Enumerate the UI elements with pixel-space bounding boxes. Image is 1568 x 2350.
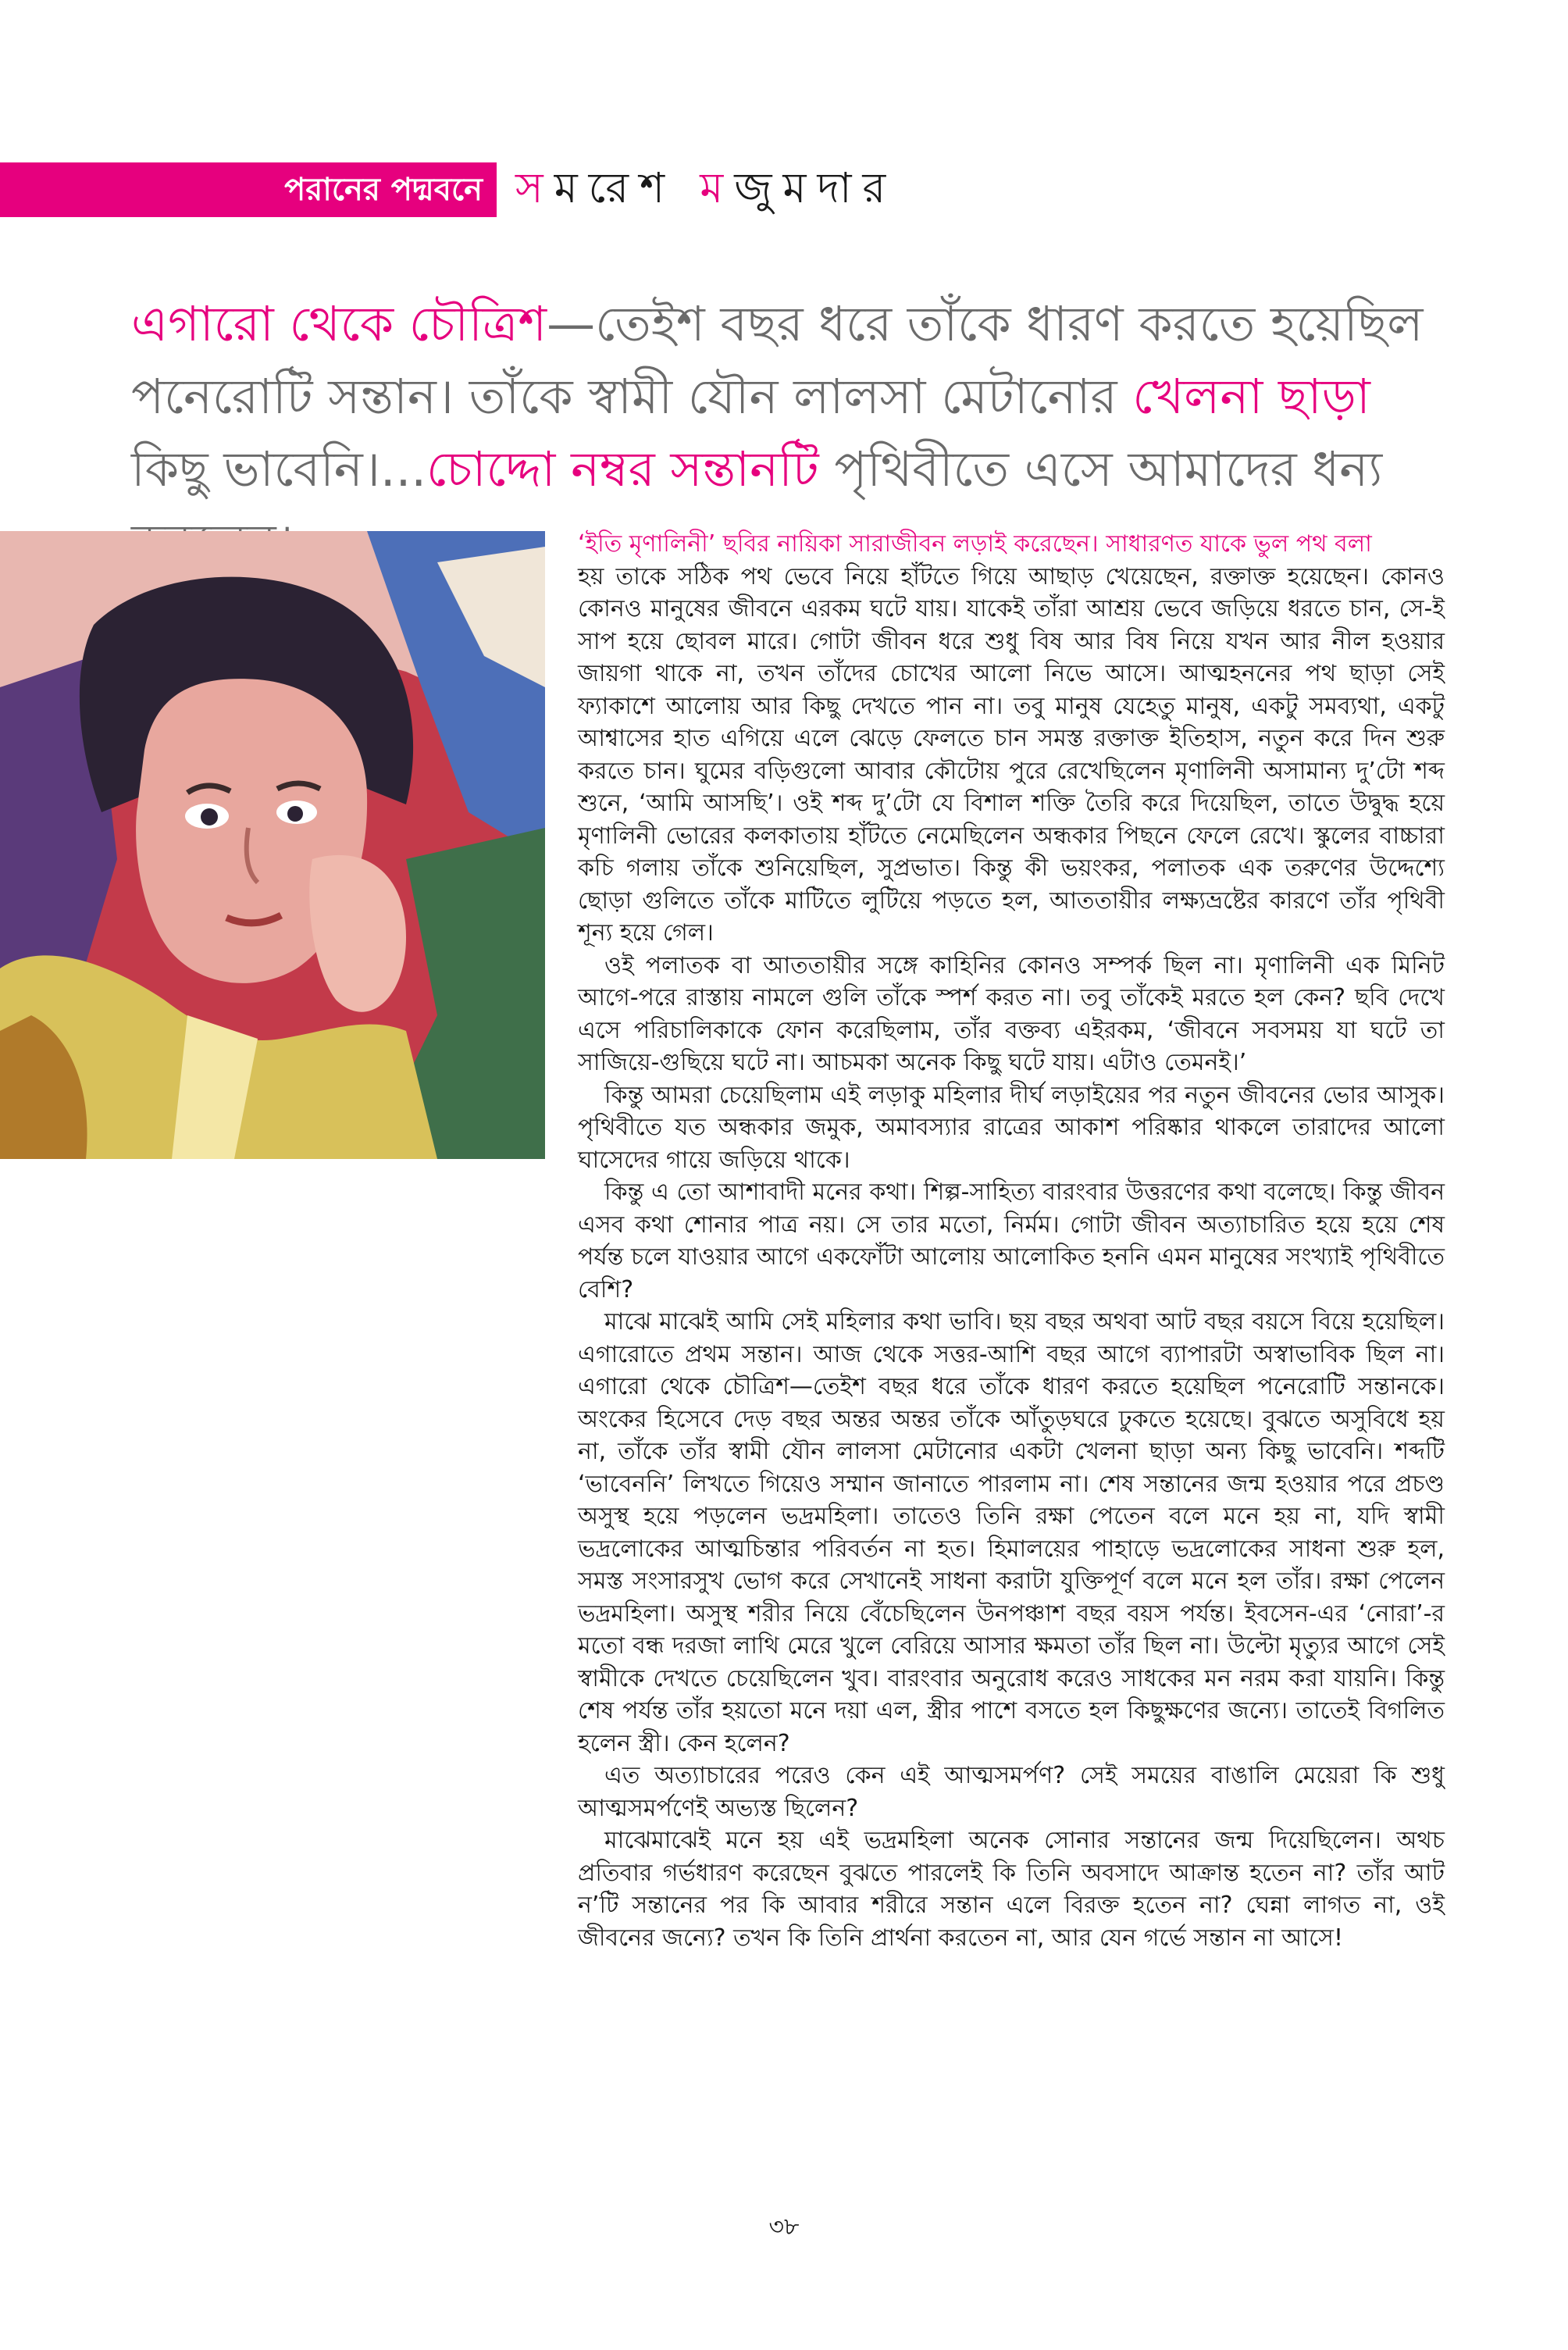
author-initial-first: স (515, 163, 554, 212)
article-body (578, 528, 1445, 1954)
pull-quote-text-2: কিছু ভাবেনি।... (131, 440, 427, 497)
pull-quote-highlight-3: চোদ্দো নম্বর সন্তানটি (426, 440, 819, 497)
author-initial-last: ম (700, 163, 735, 212)
article-paragraph-5: মাঝে মাঝেই আমি সেই মহিলার কথা ভাবি। ছয় বছর অথবা আট বছর বয়সে বিয়ে হয়েছিল। এগারোতে প্রথম সন্তান। আজ থেকে সত্তর-আশি বছর আগে ব্যাপারটা অস্বাভাবিক ছিল না। এগারো থেকে চৌত্রিশ—তেইশ বছর ধরে তাঁকে ধারণ করতে হয়েছিল পনেরোটি সন্তানকে। অংকের হিসেবে দেড় বছর অন্তর অন্তর তাঁকে আঁতুড়ঘরে ঢুকতে হয়েছে। বুঝতে অসুবিধে হয় না, তাঁকে তাঁর স্বামী যৌন লালসা মেটানোর একটা খেলনা ছাড়া অন্য কিছু ভাবেনি। শব্দটি ‘ভাবেননি’ লিখতে গিয়েও সম্মান জানাতে পারলাম না। শেষ সন্তানের জন্ম হওয়ার পরে প্রচণ্ড অসুস্থ হয়ে পড়লেন ভদ্রমহিলা। তাতেও তিনি রক্ষা পেতেন বলে মনে হয় না, যদি স্বামী ভদ্রলোকের আত্মচিন্তার পরিবর্তন না হত। হিমালয়ের পাহাড়ে ভদ্রলোকের সাধনা শুরু হল, সমস্ত সংসারসুখ ভোগ করে সেখানেই সাধনা করাটা যুক্তিপূর্ণ বলে মনে হল তাঁর। রক্ষা পেলেন ভদ্রমহিলা। অসুস্থ শরীর নিয়ে বেঁচেছিলেন উনপঞ্চাশ বছর বয়স পর্যন্ত। ইবসেন-এর ‘নোরা’-র মতো বন্ধ দরজা লাথি মেরে খুলে বেরিয়ে আসার ক্ষমতা তাঁর ছিল না। উল্টো মৃত্যুর আগে সেই স্বামীকে দেখতে চেয়েছিলেন খুব। বারংবার অনুরোধ করেও সাধকের মন নরম করা যায়নি। কিন্তু শেষ পর্যন্ত তাঁর হয়তো মনে দয়া এল, স্ত্রীর পাশে বসতে হল কিছুক্ষণের জন্যে। তাতেই বিগলিত হলেন স্ত্রী। কেন হলেন? (578, 1308, 1445, 1757)
section-header-band (0, 162, 497, 217)
article-paragraph-7: মাঝেমাঝেই মনে হয় এই ভদ্রমহিলা অনেক সোনার সন্তানের জন্ম দিয়েছিলেন। অথচ প্রতিবার গর্ভধারণ করেছেন বুঝতে পারলেই কি তিনি অবসাদে আক্রান্ত হতেন না? তাঁর আট ন’টি সন্তানের পর কি আবার শরীরে সন্তান এলে বিরক্ত হতেন না? ঘেন্না লাগত না, ওই জীবনের জন্যে? তখন কি তিনি প্রার্থনা করতেন না, আর যেন গর্ভে সন্তান না আসে! (578, 1827, 1445, 1952)
painting-girl-icon (0, 531, 545, 1159)
article-paragraph-6: এত অত্যাচারের পরেও কেন এই আত্মসমর্পণ? সেই সময়ের বাঙালি মেয়েরা কি শুধু আত্মসমর্পণেই অভ্যস্ত ছিলেন? (578, 1762, 1445, 1822)
pull-quote-highlight-2: খেলনা ছাড়া (1132, 368, 1370, 425)
author-first-rest: মরেশ (554, 163, 676, 212)
pull-quote-highlight-1: এগারো থেকে চৌত্রিশ (131, 295, 547, 352)
author-last-rest: জুমদার (734, 163, 897, 212)
pull-quote-text-3: পৃথিবীতে এসে আমাদের ধন্য (834, 440, 1383, 497)
article-paragraph-2: ওই পলাতক বা আততায়ীর সঙ্গে কাহিনির কোনও সম্পর্ক ছিল না। মৃণালিনী এক মিনিট আগে-পরে রাস্তায় নামলে গুলি তাঁকে স্পর্শ করত না। তবু তাঁকেই মরতে হল কেন? ছবি দেখে এসে পরিচালিকাকে ফোন করেছিলাম, তাঁর বক্তব্য এইরকম, ‘জীবনে সবসময় যা ঘটে তা সাজিয়ে-গুছিয়ে ঘটে না। আচমকা অনেক কিছু ঘটে যায়। এটাও তেমনই।’ (578, 951, 1445, 1076)
article-paragraph-4: কিন্তু এ তো আশাবাদী মনের কথা। শিল্প-সাহিত্য বারংবার উত্তরণের কথা বলেছে। কিন্তু জীবন এসব কথা শোনার পাত্র নয়। সে তার মতো, নির্মম। গোটা জীবন অত্যাচারিত হয়ে হয়ে শেষ পর্যন্ত চলে যাওয়ার আগে একফোঁটা আলোয় আলোকিত হননি এমন মানুষের সংখ্যাই পৃথিবীতে বেশি? (578, 1179, 1445, 1303)
author-name (515, 159, 896, 217)
pull-quote-text-1: —তেইশ বছর ধরে তাঁকে ধারণ করতে হয়েছিল পনেরোটি সন্তান। তাঁকে স্বামী যৌন লালসা মেটানোর (131, 295, 1424, 425)
article-lead: ‘ইতি মৃণালিনী’ ছবির নায়িকা সারাজীবন লড়াই করেছেন। সাধারণত যাকে ভুল পথ বলা (578, 530, 1372, 558)
page-number: ৩৮ (768, 2213, 800, 2241)
article-paragraph-3: কিন্তু আমরা চেয়েছিলাম এই লড়াকু মহিলার দীর্ঘ লড়াইয়ের পর নতুন জীবনের ভোর আসুক। পৃথিবীতে যত অন্ধকার জমুক, অমাবস্যার রাত্রের আকাশ পরিষ্কার থাকলে তারাদের আলো ঘাসেদের গায়ে জড়িয়ে থাকে। (578, 1081, 1445, 1174)
article-paragraph-1: হয় তাকে সঠিক পথ ভেবে নিয়ে হাঁটতে গিয়ে আছাড় খেয়েছেন, রক্তাক্ত হয়েছেন। কোনও কোনও মানুষের জীবনে এরকম ঘটে যায়। যাকেই তাঁরা আশ্রয় ভেবে জড়িয়ে ধরতে চান, সে-ই সাপ হয়ে ছোবল মারে। গোটা জীবন ধরে শুধু বিষ আর বিষ নিয়ে যখন আর নীল হওয়ার জায়গা থাকে না, তখন তাঁদের চোখের আলো নিভে আসে। আত্মহননের পথ ছাড়া সেই ফ্যাকাশে আলোয় আর কিছু দেখতে পান না। তবু মানুষ যেহেতু মানুষ, একটু সমব্যথা, একটু আশ্বাসের হাত এগিয়ে এলে ঝেড়ে ফেলতে চান সমস্ত রক্তাক্ত ইতিহাস, নতুন করে দিন শুরু করতে চান। ঘুমের বড়িগুলো আবার কৌটোয় পুরে রেখেছিলেন মৃণালিনী অসামান্য দু’টো শব্দ শুনে, ‘আমি আসছি’। ওই শব্দ দু’টো যে বিশাল শক্তি তৈরি করে দিয়েছিল, তাতে উদ্বুদ্ধ হয়ে মৃণালিনী ভোরের কলকাতায় হাঁটতে নেমেছিলেন অন্ধকার পিছনে ফেলে রেখে। স্কুলের বাচ্চারা কচি গলায় তাঁকে শুনিয়েছিল, সুপ্রভাত। কিন্তু কী ভয়ংকর, পলাতক এক তরুণের উদ্দেশ্যে ছোড়া গুলিতে তাঁকে মাটিতে লুটিয়ে পড়তে হল, আততায়ীর লক্ষ্যভ্রষ্টের কারণে তাঁর পৃথিবী শূন্য হয়ে গেল। (578, 562, 1445, 947)
section-label: পরানের পদ্মবনে (284, 172, 483, 208)
